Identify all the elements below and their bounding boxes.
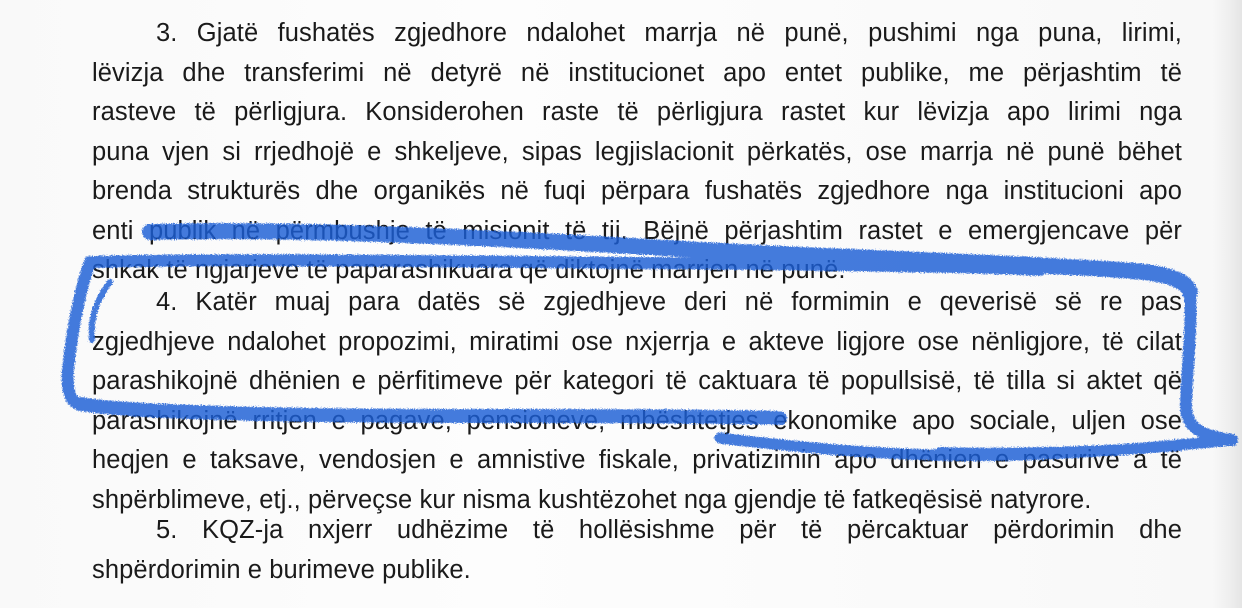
text-line: shkak të ngjarjeve të paparashikuara që diktojnë marrjen në punë. bbox=[92, 256, 846, 284]
text-line: zgjedhjeve ndalohet propozimi, miratimi ose nxjerrja e akteve ligjore ose nënligjore, të cilat bbox=[92, 327, 1182, 356]
text-line: 4. Katër muaj para datës së zgjedhjeve deri në formimin e qeverisë së re pas bbox=[156, 288, 1182, 316]
text-line: parashikojnë rritjen e pagave, pensioneve, mbështetjes ekonomike apo sociale, uljen ose bbox=[92, 406, 1182, 435]
text-line: shpërdorimin e burimeve publike. bbox=[92, 555, 471, 584]
text-line: brenda strukturës dhe organikës në fuqi përpara fushatës zgjedhore nga institucioni apo bbox=[92, 177, 1182, 205]
text-line: shpërblimeve, etj., përveçse kur nisma kushtëzohet nga gjendje të fatkeqësisë natyrore. bbox=[92, 485, 1092, 514]
paragraph-4 bbox=[92, 283, 1182, 520]
text-line: lëvizja dhe transferimi në detyrë në institucionet apo entet publike, me përjashtim të bbox=[92, 58, 1182, 87]
text-line: rasteve të përligjura. Konsiderohen raste të përligjura rastet kur lëvizja apo lirimi nga bbox=[92, 98, 1182, 126]
text-line: heqjen e taksave, vendosjen e amnistive fiskale, privatizimin apo dhënien e pasurive a të bbox=[92, 446, 1182, 474]
page-edge-shadow bbox=[1212, 0, 1242, 608]
text-line: 5. KQZ-ja nxjerr udhëzime të hollësishme për të përcaktuar përdorimin dhe bbox=[156, 516, 1182, 544]
text-line: 3. Gjatë fushatës zgjedhore ndalohet marrja në punë, pushimi nga puna, lirimi, bbox=[156, 19, 1182, 47]
text-line: enti publik në përmbushje të misionit të tij. Bëjnë përjashtim rastet e emergjencave për bbox=[92, 216, 1182, 245]
paragraph-3 bbox=[92, 14, 1182, 291]
text-line: puna vjen si rrjedhojë e shkeljeve, sipas legjislacionit përkatës, ose marrja në punë bëhet bbox=[92, 137, 1182, 166]
paragraph-5 bbox=[92, 511, 1182, 590]
text-line: parashikojnë dhënien e përfitimeve për kategori të caktuara të popullsisë, të tilla si aktet që bbox=[92, 367, 1182, 395]
